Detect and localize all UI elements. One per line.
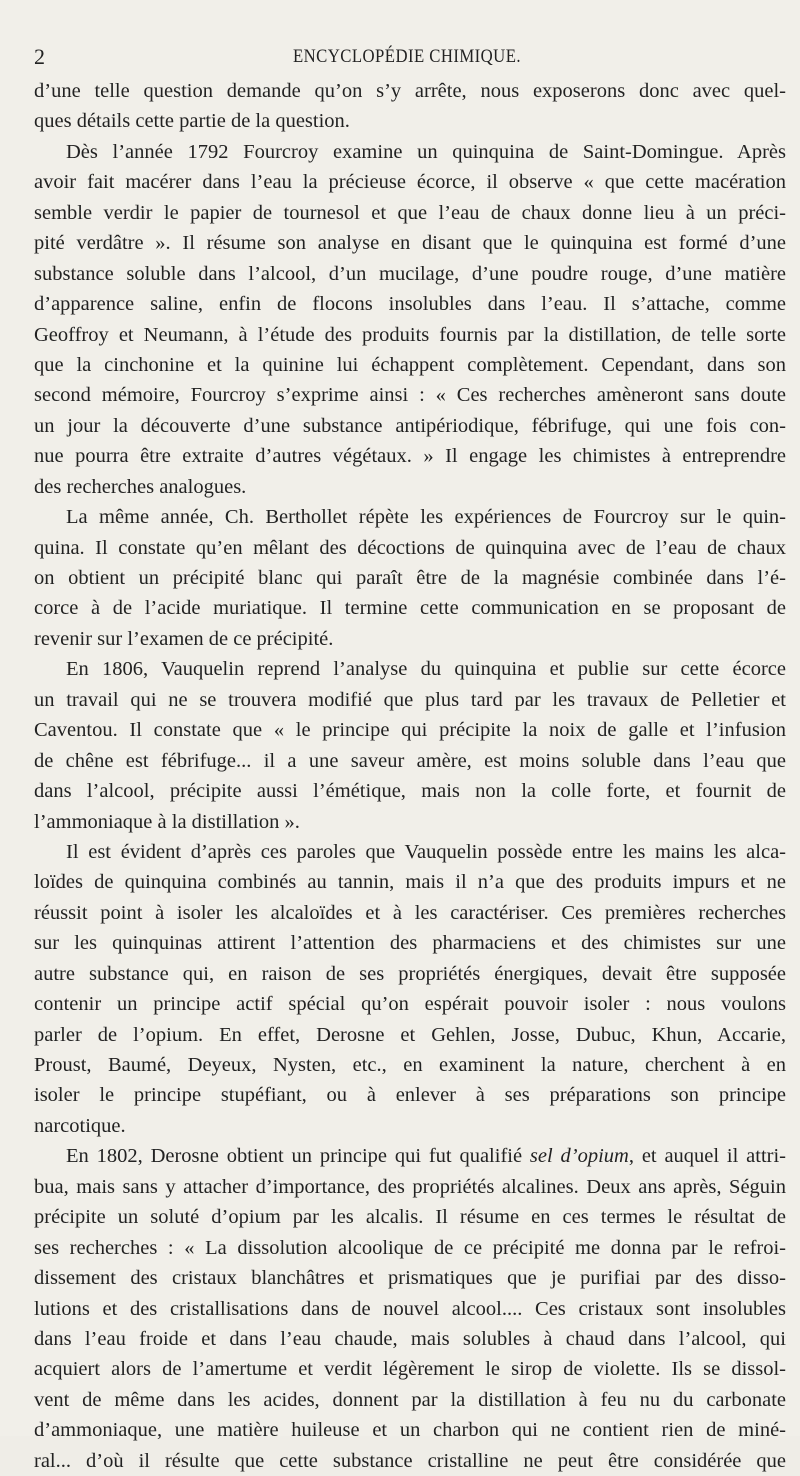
text-line: substance soluble dans l’alcool, d’un mucilage, d’une poudre rouge, d’une matière — [34, 262, 786, 285]
text-line: lutions et des cristallisations dans de nouvel alcool.... Ces cristaux sont insolubles — [34, 1297, 786, 1320]
text-line: corce à de l’acide muriatique. Il termine cette communication en se proposant de — [34, 597, 786, 620]
body-text — [34, 76, 786, 1476]
text-line: avoir fait macérer dans l’eau la précieuse écorce, il observe « que cette macération — [34, 171, 786, 194]
text-line: d’une telle question demande qu’on s’y arrête, nous exposerons donc avec quel- — [34, 80, 786, 102]
text-line: quina. Il constate qu’en mêlant des décoctions de quinquina avec de l’eau de chaux — [34, 536, 786, 559]
text-line: un travail qui ne se trouvera modifié que plus tard par les travaux de Pelletier et — [34, 688, 786, 711]
text-run: En 1802, Derosne obtient un principe qui fut qualifié — [66, 1145, 530, 1168]
text-line: d’ammoniaque, une matière huileuse et un charbon qui ne contient rien de miné- — [34, 1419, 786, 1442]
text-line: un jour la découverte d’une substance antipériodique, fébrifuge, qui une fois con- — [34, 414, 786, 437]
text-line: que la cinchonine et la quinine lui échappent complètement. Cependant, dans son — [34, 353, 786, 376]
text-line: des recherches analogues. — [34, 475, 247, 498]
text-line: réussit point à isoler les alcaloïdes et à les caractériser. Ces premières recherches — [34, 901, 786, 924]
text-line: second mémoire, Fourcroy s’exprime ainsi : « Ces recherches amèneront sans doute — [34, 384, 786, 407]
text-line: d’apparence saline, enfin de flocons insolubles dans l’eau. Il s’attache, comme — [34, 293, 786, 316]
text-line: revenir sur l’examen de ce précipité. — [34, 627, 334, 650]
text-line: on obtient un précipité blanc qui paraît être de la magnésie combinée dans l’é- — [34, 567, 786, 589]
text-line: nue pourra être extraite d’autres végétaux. » Il engage les chimistes à entreprendre — [34, 445, 786, 468]
text-run: , et auquel il attri- — [628, 1145, 786, 1168]
text-line: pité verdâtre ». Il résume son analyse en disant que le quinquina est formé d’une — [34, 232, 786, 255]
text-line: Proust, Baumé, Deyeux, Nysten, etc., en examinent la nature, cherchent à en — [34, 1054, 786, 1076]
page-number: 2 — [34, 44, 45, 69]
text-line: dans l’alcool, précipite aussi l’émétique, mais non la colle forte, et fournit de — [34, 780, 786, 803]
running-title: ENCYCLOPÉDIE CHIMIQUE. — [293, 46, 521, 67]
text-line: acquiert alors de l’amertume et verdit légèrement le sirop de violette. Ils se dissol- — [34, 1358, 786, 1381]
text-line: En 1806, Vauquelin reprend l’analyse du quinquina et publie sur cette écorce — [66, 658, 786, 681]
text-line: contenir un principe actif spécial qu’on espérait pouvoir isoler : nous voulons — [34, 993, 786, 1016]
page-header — [34, 44, 780, 72]
text-line: Geoffroy et Neumann, à l’étude des produits fournis par la distillation, de telle sorte — [34, 323, 786, 346]
text-line: dans l’eau froide et dans l’eau chaude, mais solubles à chaud dans l’alcool, qui — [34, 1327, 786, 1350]
text-line — [34, 1141, 786, 1171]
text-line: autre substance qui, en raison de ses propriétés énergiques, devait être supposée — [34, 962, 786, 985]
text-line: ses recherches : « La dissolution alcoolique de ce précipité me donna par le refroi- — [34, 1236, 786, 1259]
text-line: l’ammoniaque à la distillation ». — [34, 810, 300, 833]
text-line: La même année, Ch. Berthollet répète les expériences de Fourcroy sur le quin- — [66, 506, 786, 529]
text-line: précipite un soluté d’opium par les alcalis. Il résume en ces termes le résultat de — [34, 1206, 786, 1229]
text-line: narcotique. — [34, 1114, 126, 1137]
text-line: Dès l’année 1792 Fourcroy examine un quinquina de Saint-Domingue. Après — [66, 140, 786, 163]
text-line: ral... d’où il résulte que cette substance cristalline ne peut être considérée que — [34, 1449, 786, 1472]
text-line: bua, mais sans y attacher d’importance, des propriétés alcalines. Deux ans après, Séguin — [34, 1175, 786, 1198]
text-line: dissement des cristaux blanchâtres et prismatiques que je purifiai par des disso- — [34, 1267, 786, 1290]
text-line: ques détails cette partie de la question. — [34, 110, 350, 133]
text-line: vent de même dans les acides, donnent par la distillation à feu nu du carbonate — [34, 1388, 786, 1411]
text-line: Il est évident d’après ces paroles que Vauquelin possède entre les mains les alca- — [66, 840, 786, 863]
text-line: parler de l’opium. En effet, Derosne et Gehlen, Josse, Dubuc, Khun, Accarie, — [34, 1023, 786, 1046]
text-line: isoler le principe stupéfiant, ou à enlever à ses préparations son principe — [34, 1084, 786, 1107]
text-line: sur les quinquinas attirent l’attention des pharmaciens et des chimistes sur une — [34, 932, 786, 955]
italic-term: sel d’opium — [529, 1145, 629, 1168]
text-line: semble verdir le papier de tournesol et que l’eau de chaux donne lieu à un préci- — [34, 201, 786, 224]
text-line: de chêne est fébrifuge... il a une saveur amère, est moins soluble dans l’eau que — [34, 749, 786, 772]
text-line: Caventou. Il constate que « le principe qui précipite la noix de galle et l’infusion — [34, 719, 786, 742]
text-line: loïdes de quinquina combinés au tannin, mais il n’a que des produits impurs et ne — [34, 871, 786, 894]
